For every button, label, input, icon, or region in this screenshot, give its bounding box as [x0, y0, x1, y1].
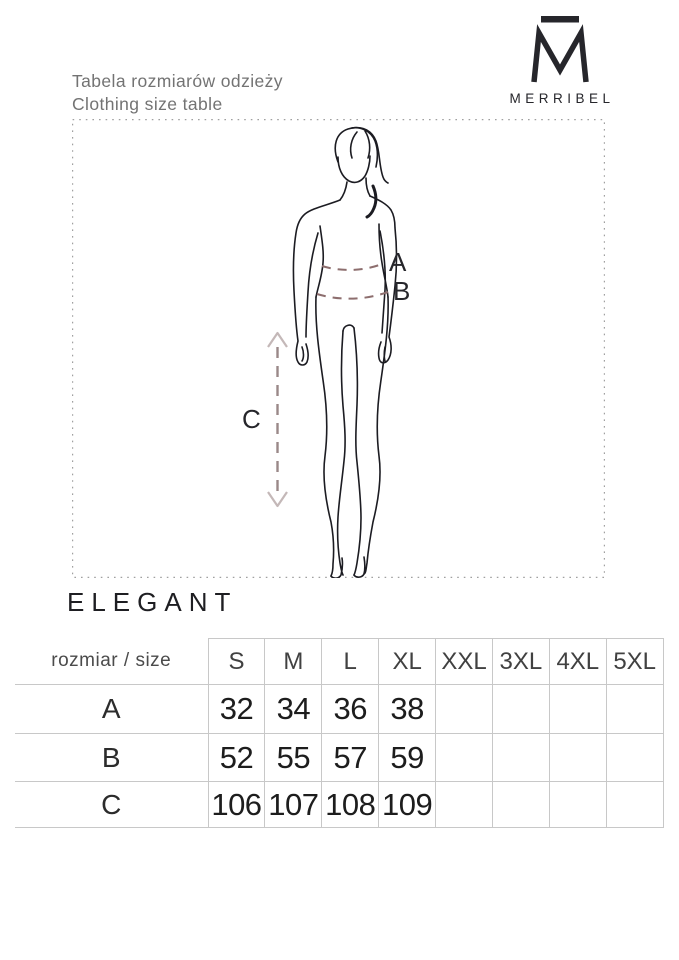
size-value-cell: 109: [379, 782, 436, 828]
measure-label-b: B: [393, 276, 411, 306]
col-header-m: M: [265, 639, 322, 685]
size-value-cell: 55: [265, 734, 322, 782]
size-value-cell: 107: [265, 782, 322, 828]
brand-logo: [505, 12, 615, 106]
corner-label: rozmiar / size: [15, 639, 208, 685]
size-value-cell: 32: [208, 685, 265, 734]
size-value-cell: 59: [379, 734, 436, 782]
document-title-en: Clothing size table: [72, 93, 223, 114]
col-header-l: L: [322, 639, 379, 685]
size-value-cell: [606, 734, 663, 782]
col-header-3xl: 3XL: [492, 639, 549, 685]
figure-box: [72, 119, 605, 578]
size-value-cell: 57: [322, 734, 379, 782]
waist-measure-line: [322, 264, 382, 270]
row-label: B: [15, 734, 208, 782]
size-table: [15, 638, 664, 828]
measure-label-a: A: [389, 247, 407, 277]
col-header-5xl: 5XL: [606, 639, 663, 685]
brand-m-icon: [505, 12, 615, 88]
brand-name: MERRIBEL: [509, 91, 615, 106]
body-outline: [293, 128, 396, 578]
document-title-pl: Tabela rozmiarów odzieży: [72, 71, 283, 91]
size-value-cell: [492, 734, 549, 782]
size-value-cell: 106: [208, 782, 265, 828]
col-header-xl: XL: [379, 639, 436, 685]
size-value-cell: [436, 685, 493, 734]
hip-measure-line: [317, 292, 388, 299]
size-value-cell: [549, 734, 606, 782]
size-value-cell: 52: [208, 734, 265, 782]
col-header-4xl: 4XL: [549, 639, 606, 685]
size-value-cell: 34: [265, 685, 322, 734]
size-value-cell: [549, 782, 606, 828]
col-header-xxl: XXL: [436, 639, 493, 685]
size-value-cell: 108: [322, 782, 379, 828]
size-value-cell: [436, 782, 493, 828]
size-value-cell: [549, 685, 606, 734]
size-value-cell: [436, 734, 493, 782]
size-value-cell: 38: [379, 685, 436, 734]
arrow-down-icon: [268, 492, 287, 506]
col-header-s: S: [208, 639, 265, 685]
table-row-b: [15, 734, 663, 782]
size-table-header-row: [15, 639, 663, 685]
document-title: [72, 70, 283, 115]
row-label: A: [15, 685, 208, 734]
size-value-cell: 36: [322, 685, 379, 734]
body-figure-illustration: [72, 119, 605, 578]
table-row-a: [15, 685, 663, 734]
arrow-up-icon: [268, 333, 287, 347]
size-value-cell: [606, 685, 663, 734]
size-value-cell: [492, 685, 549, 734]
size-value-cell: [492, 782, 549, 828]
row-label: C: [15, 782, 208, 828]
size-value-cell: [606, 782, 663, 828]
measure-label-c: C: [242, 404, 261, 434]
product-name: ELEGANT: [67, 587, 238, 617]
table-row-c: [15, 782, 663, 828]
